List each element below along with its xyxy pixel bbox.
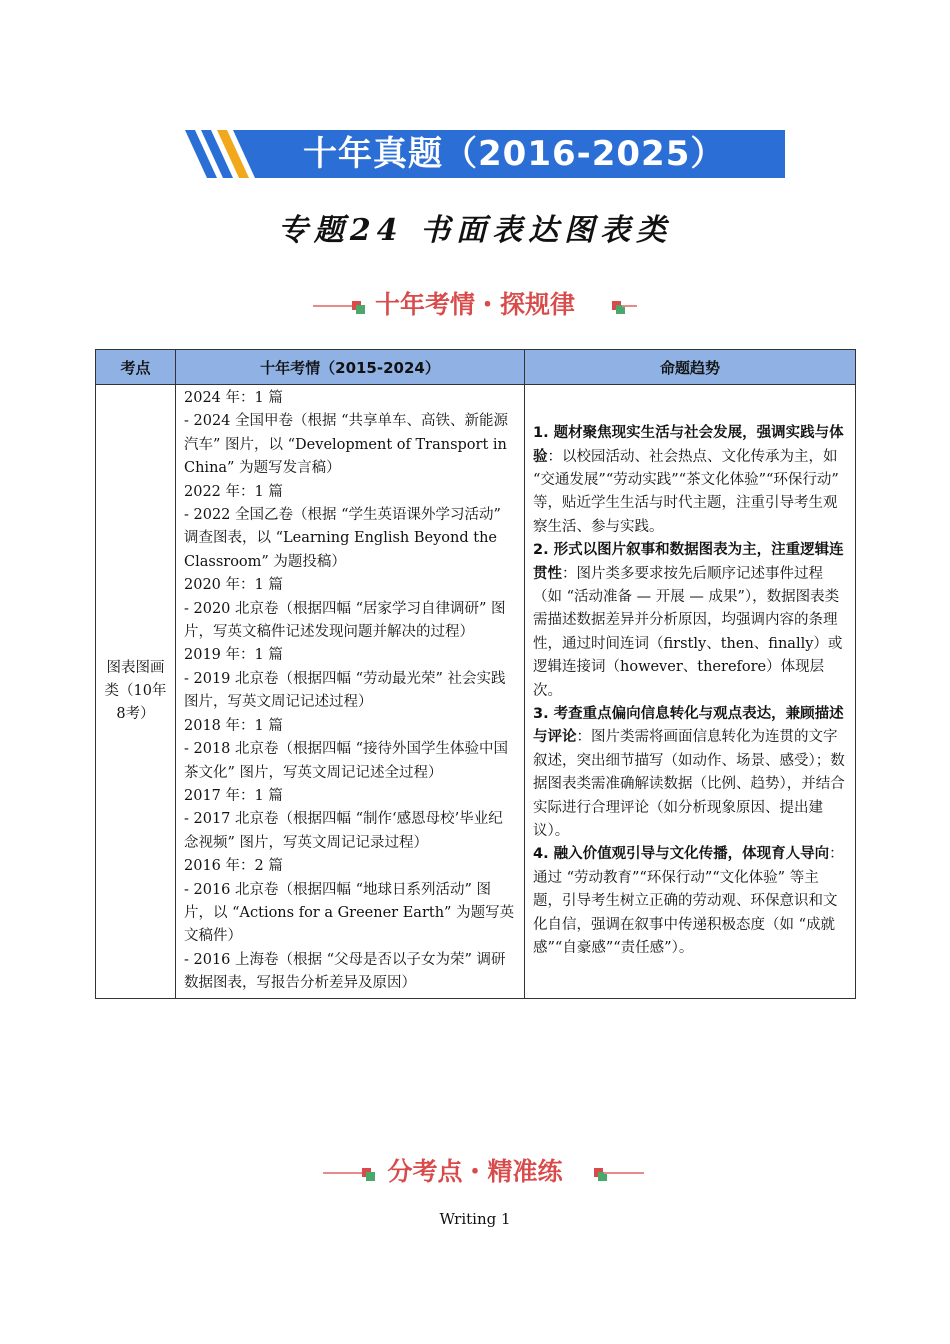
- header-point: 考点: [96, 350, 176, 385]
- trend-item: [533, 422, 847, 539]
- history-year: 2019 年：1 篇: [184, 647, 283, 664]
- history-year: 2018 年：1 篇: [184, 717, 283, 734]
- history-year: 2022 年：1 篇: [184, 483, 283, 500]
- trend-body: ：图片类多要求按先后顺序记述事件过程（如 “活动准备 — 开展 — 成果”），数据图表类需描述数据差异并分析原因，均强调内容的条理性，通过时间连词（firstly、then、finally）或逻辑连接词（however、therefore）体现层次。: [533, 565, 843, 699]
- history-entry: - 2020 北京卷（根据四幅 “居家学习自律调研” 图片，写英文稿件记述发现问题并解决的过程）: [184, 600, 506, 641]
- trend-heading: 1. 题材聚焦现实生活与社会发展，强调实践与体验: [533, 425, 844, 465]
- trend-item: [533, 539, 847, 703]
- trend-item: [533, 843, 847, 960]
- trend-body: ：通过 “劳动教育”“环保行动”“文化体验” 等主题，引导考生树立正确的劳动观、环保意识和文化自信，强调在叙事中传递积极态度（如 “成就感”“自豪感”“责任感”）。: [533, 846, 844, 957]
- trend-body: ：以校园活动、社会热点、文化传承为主，如 “交通发展”“劳动实践”“茶文化体验”“环保行动” 等，贴近学生生活与时代主题，注重引导考生观察生活、参与实践。: [533, 448, 839, 535]
- trend-heading: 2. 形式以图片叙事和数据图表为主，注重逻辑连贯性: [533, 542, 844, 582]
- history-entry: - 2016 上海卷（根据 “父母是否以子女为荣” 调研数据图表，写报告分析差异及原因）: [184, 951, 506, 992]
- writing-label: Writing 1: [439, 1210, 511, 1228]
- section-label: 十年考情・探规律: [374, 290, 575, 319]
- history-year: 2017 年：1 篇: [184, 787, 283, 804]
- history-year: 2024 年：1 篇: [184, 390, 283, 406]
- history-entry: - 2016 北京卷（根据四幅 “地球日系列活动” 图片，以 “Actions for a Greener Earth” 为题写英文稿件）: [184, 881, 515, 945]
- trend-heading: 3. 考查重点偏向信息转化与观点表达，兼顾描述与评论: [533, 705, 844, 746]
- section-label: 分考点・精准练: [387, 1157, 563, 1186]
- exam-point-cell: 图表图画类（10年8考）: [96, 385, 176, 999]
- section-header-trends: [0, 283, 950, 323]
- title-banner: [185, 130, 785, 178]
- trend-cell: [525, 385, 856, 999]
- trend-item: [533, 703, 847, 843]
- history-entry: - 2017 北京卷（根据四幅 “制作‘感恩母校’毕业纪念视频” 图片，写英文周记记录过程）: [184, 811, 503, 851]
- page-title: 专题24 书面表达图表类: [277, 213, 673, 248]
- history-entry: - 2022 全国乙卷（根据 “学生英语课外学习活动” 调查图表，以 “Learning English Beyond the Classroom” 为题投稿）: [184, 507, 501, 570]
- trend-body: ：图片类需将画面信息转化为连贯的文字叙述，突出细节描写（如动作、场景、感受）；数据图表类需准确解读数据（比例、趋势），并结合实际进行合理评论（如分析现象原因、提出建议）。: [533, 729, 845, 840]
- history-entry: - 2018 北京卷（根据四幅 “接待外国学生体验中国茶文化” 图片，写英文周记记述全过程）: [184, 741, 509, 781]
- header-history: 十年考情（2015-2024）: [176, 350, 525, 385]
- history-entry: - 2024 全国甲卷（根据 “共享单车、高铁、新能源汽车” 图片，以 “Development of Transport in China” 为题写发言稿）: [184, 413, 509, 477]
- banner-stripes-decoration: [185, 130, 295, 178]
- section-header-practice: [0, 1150, 950, 1190]
- trend-heading: 4. 融入价值观引导与文化传播，体现育人导向: [533, 846, 830, 863]
- table-header-row: [96, 350, 856, 385]
- history-year: 2016 年：2 篇: [184, 858, 283, 875]
- history-cell: [176, 385, 525, 999]
- exam-trends-table: [95, 349, 856, 999]
- history-entry: - 2019 北京卷（根据四幅 “劳动最光荣” 社会实践图片，写英文周记记述过程）: [184, 670, 506, 711]
- table-row: [96, 385, 856, 999]
- history-year: 2020 年：1 篇: [184, 577, 283, 594]
- header-trend: 命题趋势: [525, 350, 856, 385]
- banner-text: 十年真题（2016-2025）: [303, 134, 726, 174]
